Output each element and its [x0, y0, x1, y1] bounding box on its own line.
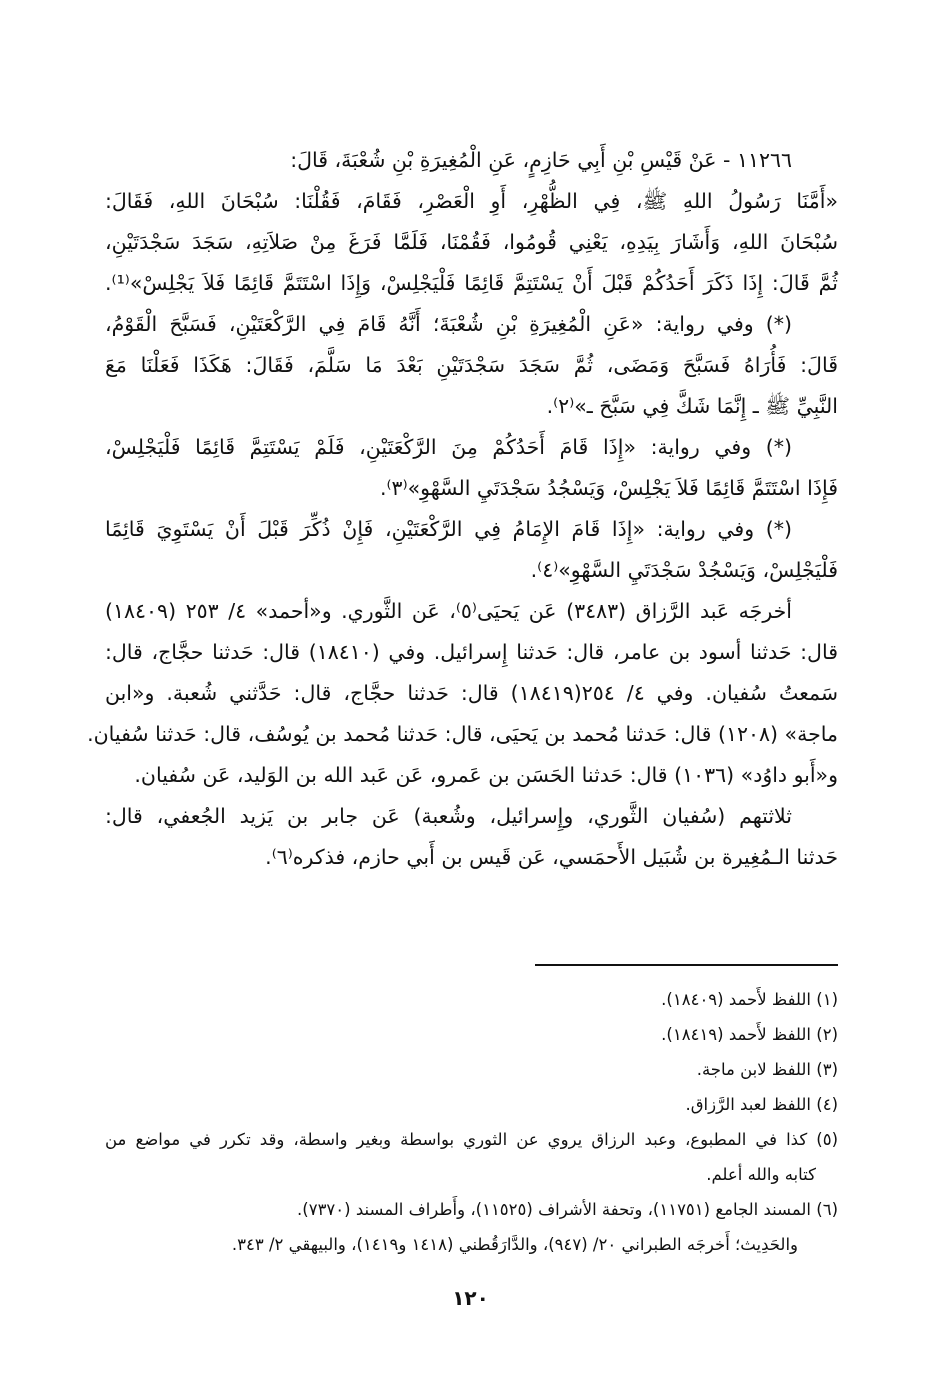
footnote: (٥) كذا في المطبوع، وعبد الرزاق يروي عن الثوري بواسطة وبغير واسطة، وقد تكرر في مواضع من	[105, 1130, 838, 1149]
text-line: (*) وفي رواية: «عَنِ الْمُغِيرَةِ بْنِ شُعْبَةَ؛ أَنَّهُ قَامَ فِي الرَّكْعَتَيْنِ، فَسَبَّحَ الْقَوْمُ،	[105, 312, 792, 336]
text-line: سُبْحَانَ اللهِ، وَأَشَارَ بِيَدِهِ، يَعْنِي قُومُوا، فَقُمْنَا، فَلَمَّا فَرَغَ مِنْ صَلاَتِهِ، سَجَدَ سَجْدَتَيْنِ،	[105, 230, 838, 254]
footnote: (٦) المسند الجامع (١١٧٥١)، وتحفة الأشراف (١١٥٢٥)، وأَطراف المسند (٧٣٧٠).	[297, 1200, 838, 1219]
takhrij-line: حَدثنا الـمُغِيرة بن شُبَيل الأَحمَسي، عَن قَيس بن أَبي حازم، فذكره⁽٦⁾.	[265, 845, 838, 869]
text-line: فَإِذَا اسْتَتَمَّ قَائِمًا فَلاَ يَجْلِسْ، وَيَسْجُدُ سَجْدَتَيِ السَّهْوِ»⁽٣⁾.	[379, 476, 838, 500]
footnote: (٤) اللفظ لعبد الرَّزاق.	[685, 1095, 838, 1114]
footnote-continuation: كتابه والله أعلم.	[706, 1165, 816, 1184]
footnote-divider	[535, 964, 838, 966]
footnote-continuation: والحَدِيث؛ أَخرجَه الطبراني ٢٠/ (٩٤٧)، والدَّارَقُطني (١٤١٨ و١٤١٩)، والبيهقي ٢/ ٣٤٣.	[231, 1235, 798, 1254]
text-line: (*) وفي رواية: «إِذَا قَامَ أَحَدُكُمْ مِنَ الرَّكْعَتَيْنِ، فَلَمْ يَسْتَتِمَّ قَائِمًا فَلْيَجْلِسْ،	[105, 435, 792, 459]
hadith-heading-line: ١١٢٦٦ - عَنْ قَيْسِ بْنِ أَبِي حَازِمٍ، عَنِ الْمُغِيرَةِ بْنِ شُعْبَةَ، قَالَ:	[290, 148, 792, 172]
footnote: (٣) اللفظ لابن ماجة.	[696, 1060, 838, 1079]
text-line: ثُمَّ قَالَ: إِذَا ذَكَرَ أَحَدُكُمْ قَبْلَ أَنْ يَسْتَتِمَّ قَائِمًا فَلْيَجْلِسْ، وَإِذَا اسْتَتَمَّ قَائِمًا فَلاَ يَجْلِسْ»⁽¹⁾.	[105, 271, 838, 295]
page-number: ١٢٠	[452, 1286, 489, 1310]
text-line: النَّبِيِّ ﷺ ـ إِنَّمَا شَكَّ فِي سَبَّحَ ـ»⁽٢⁾.	[546, 394, 838, 418]
takhrij-line: ماجة» (١٢٠٨) قال: حَدثنا مُحمد بن يَحيَى، قال: حَدثنا مُحمد بن يُوسُف، قال: حَدثنا سُفيان.	[87, 722, 838, 746]
text-line: «أَمَّنَا رَسُولُ اللهِ ﷺ، فِي الظُّهْرِ، أَوِ الْعَصْرِ، فَقَامَ، فَقُلْنَا: سُبْحَانَ اللهِ، فَقَالَ:	[105, 189, 838, 213]
takhrij-line: ثلاثتهم (سُفيان الثَّوري، وإِسرائيل، وشُعبة) عَن جابر بن يَزيد الجُعفي، قال:	[105, 804, 792, 828]
takhrij-line: سَمعتُ سُفيان. وفي ٤/ ٢٥٤(١٨٤١٩) قال: حَدثنا حجَّاج، قال: حَدَّثني شُعبة. و«ابن	[105, 681, 838, 705]
text-line: (*) وفي رواية: «إِذَا قَامَ الإِمَامُ فِي الرَّكْعَتَيْنِ، فَإِنْ ذُكِّرَ قَبْلَ أَنْ يَسْتَوِيَ قَائِمًا	[105, 517, 792, 541]
footnote: (١) اللفظ لأَحمد (١٨٤٠٩).	[661, 990, 838, 1009]
takhrij-line: و«أَبو داوُد» (١٠٣٦) قال: حَدثنا الحَسَن بن عَمرو، عَن عَبد الله بن الوَليد، عَن سُفيان.	[134, 763, 838, 787]
text-line: قَالَ: فَأُرَاهُ فَسَبَّحَ وَمَضَى، ثُمَّ سَجَدَ سَجْدَتَيْنِ بَعْدَ مَا سَلَّمَ، فَقَالَ: هَكَذَا فَعَلْنَا مَعَ	[105, 353, 838, 377]
takhrij-line: أخرجَه عَبد الرَّزاق (٣٤٨٣) عَن يَحيَى⁽٥⁾، عَن الثَّوري. و«أحمد» ٤/ ٢٥٣ (١٨٤٠٩)	[105, 599, 793, 623]
footnote: (٢) اللفظ لأَحمد (١٨٤١٩).	[661, 1025, 838, 1044]
takhrij-line: قال: حَدثنا أسود بن عامر، قال: حَدثنا إِسرائيل. وفي (١٨٤١٠) قال: حَدثنا حجَّاج، قال:	[105, 640, 838, 664]
text-line: فَلْيَجْلِسْ، وَيَسْجُدْ سَجْدَتَيِ السَّهْوِ»⁽٤⁾.	[530, 558, 838, 582]
